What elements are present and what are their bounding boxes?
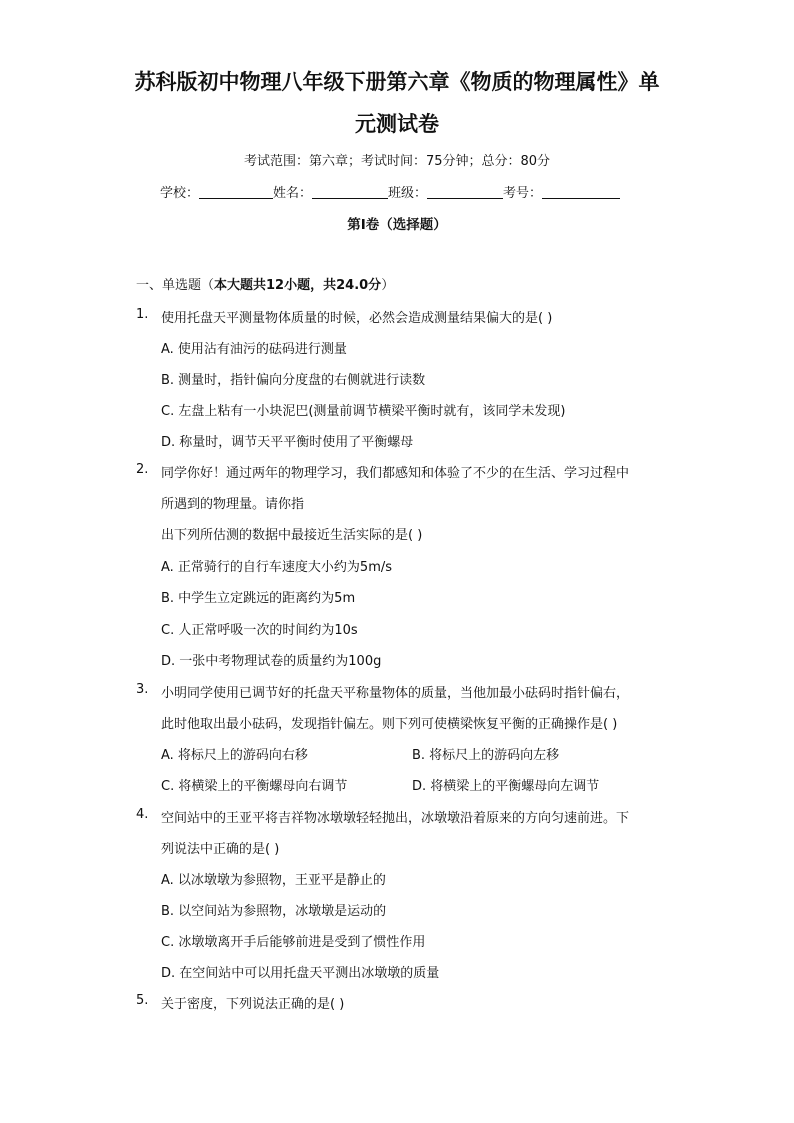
question-stem: 关于密度，下列说法正确的是( ) [161, 997, 345, 1012]
option: B. 测量时，指针偏向分度盘的右侧就进行读数 [161, 373, 426, 388]
option: D. 称量时，调节天平平衡时使用了平衡螺母 [161, 435, 414, 450]
option: B. 以空间站为参照物，冰墩墩是运动的 [161, 904, 387, 919]
option: A. 正常骑行的自行车速度大小约为5m/s [161, 560, 393, 575]
title-line-1: 苏科版初中物理八年级下册第六章《物质的物理属性》单 [134, 69, 660, 94]
question-stem: 使用托盘天平测量物体质量的时候，必然会造成测量结果偏大的是( ) [161, 311, 553, 326]
option: D. 将横梁上的平衡螺母向左调节 [412, 779, 600, 794]
question-stem: 所遇到的物理量。请你指 [161, 497, 305, 512]
option: B. 将标尺上的游码向左移 [412, 748, 560, 763]
option: D. 在空间站中可以用托盘天平测出冰墩墩的质量 [161, 966, 440, 981]
title-line-2: 元测试卷 [355, 111, 439, 136]
option: C. 人正常呼吸一次的时间约为10s [161, 623, 358, 638]
option: D. 一张中考物理试卷的质量约为100g [161, 654, 382, 669]
question-stem: 空间站中的王亚平将吉祥物冰墩墩轻轻抛出，冰墩墩沿着原来的方向匀速前进。下 [161, 811, 630, 826]
section-suffix: ） [381, 278, 395, 293]
option: A. 将标尺上的游码向右移 [161, 748, 308, 763]
question-stem: 小明同学使用已调节好的托盘天平称量物体的质量，当他加最小砝码时指针偏右， [161, 686, 630, 701]
section-heading [136, 274, 394, 293]
student-fields [160, 182, 620, 201]
question-number: 5. [136, 993, 149, 1008]
question-number: 2. [136, 462, 149, 477]
volume-heading: 第I卷（选择题） [347, 217, 447, 233]
exam-info: 考试范围：第六章；考试时间：75分钟；总分：80分 [243, 154, 551, 169]
question-number: 1. [136, 307, 149, 322]
option: C. 冰墩墩离开手后能够前进是受到了惯性作用 [161, 935, 426, 950]
option: C. 左盘上粘有一小块泥巴(测量前调节横梁平衡时就有，该同学未发现) [161, 404, 566, 419]
option: A. 使用沾有油污的砝码进行测量 [161, 342, 347, 357]
class-label: 班级： [388, 186, 428, 201]
question-number: 4. [136, 807, 149, 822]
school-label: 学校： [160, 186, 200, 201]
exam-no-blank [542, 186, 620, 199]
section-prefix: 一、单选题（ [136, 278, 215, 293]
question-stem: 同学你好！通过两年的物理学习，我们都感知和体验了不少的在生活、学习过程中 [161, 466, 630, 481]
option: A. 以冰墩墩为参照物，王亚平是静止的 [161, 873, 386, 888]
option: B. 中学生立定跳远的距离约为5m [161, 591, 356, 606]
exam-no-label: 考号： [503, 186, 543, 201]
section-bold: 本大题共12小题，共24.0分 [214, 278, 382, 293]
question-stem: 列说法中正确的是( ) [161, 842, 280, 857]
question-number: 3. [136, 682, 149, 697]
school-blank [199, 186, 273, 199]
name-blank [312, 186, 388, 199]
question-stem: 出下列所估测的数据中最接近生活实际的是( ) [161, 528, 423, 543]
option: C. 将横梁上的平衡螺母向右调节 [161, 779, 348, 794]
question-stem: 此时他取出最小砝码，发现指针偏左。则下列可使横梁恢复平衡的正确操作是( ) [161, 717, 618, 732]
class-blank [427, 186, 503, 199]
name-label: 姓名： [273, 186, 313, 201]
